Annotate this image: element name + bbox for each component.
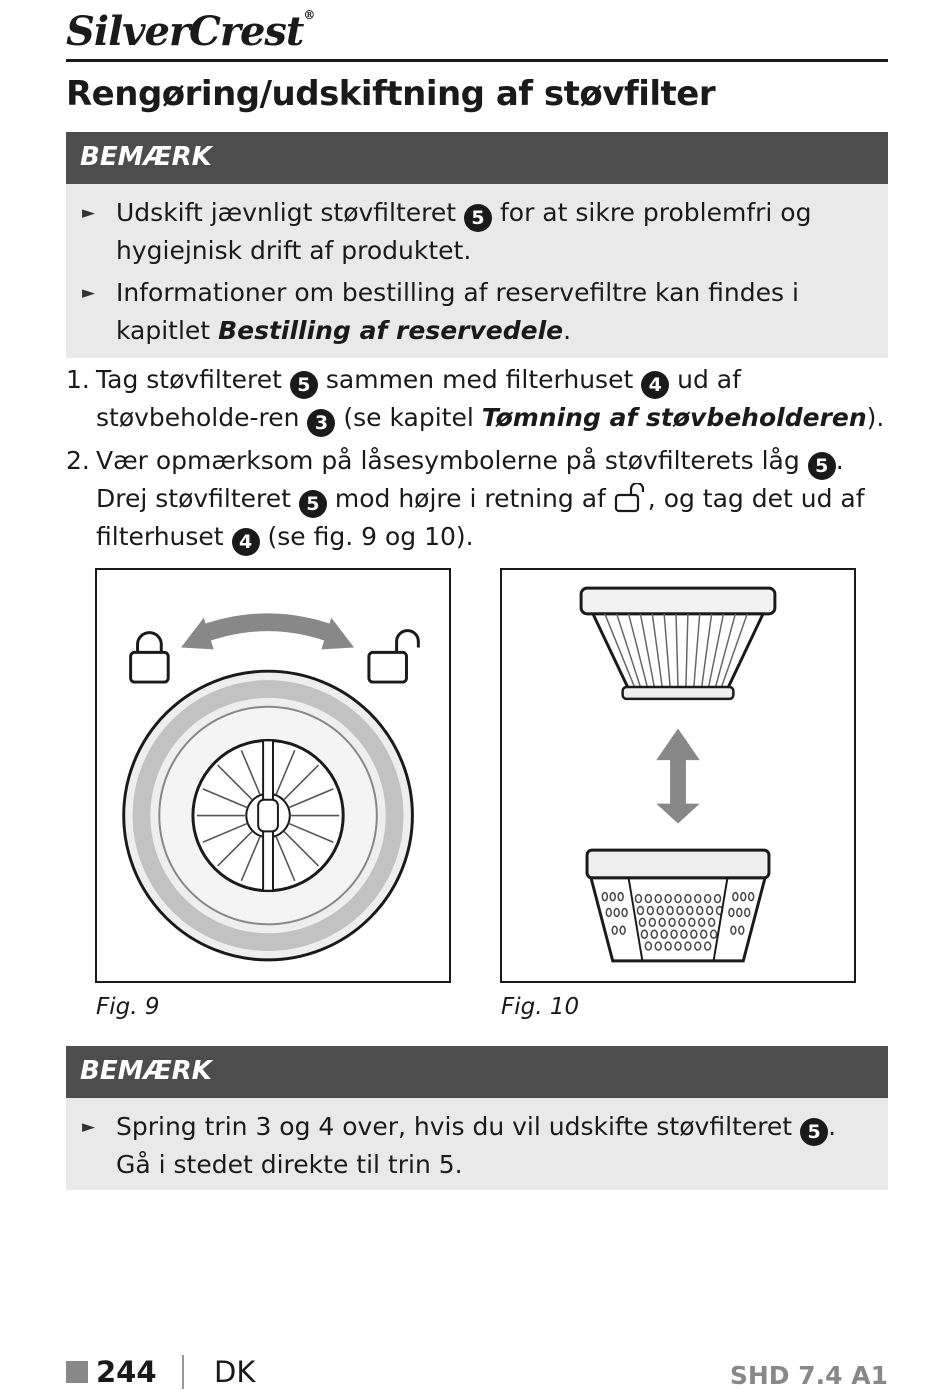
page-number: 244 xyxy=(96,1355,157,1389)
step-number: 1. xyxy=(66,365,90,394)
part-ref-badge: 4 xyxy=(232,528,260,556)
note-item: ► Spring trin 3 og 4 over, hvis du vil udskifte støvfilteret 5 . Gå i stedet direkte til trin 5. xyxy=(80,1108,876,1184)
note-item: ► Informationer om bestilling af reservefiltre kan findes i kapitlet Bestilling af reservedele. xyxy=(80,274,876,350)
arrow-bullet-icon: ► xyxy=(82,1117,96,1137)
figure-caption: Fig. 10 xyxy=(501,994,580,1020)
part-ref-badge: 5 xyxy=(464,204,492,232)
page-title: Rengøring/udskiftning af støvfilter xyxy=(66,74,716,114)
figure-9 xyxy=(95,568,451,983)
filter-separation-illustration xyxy=(502,570,854,981)
part-ref-badge: 5 xyxy=(800,1118,828,1146)
note-heading: BEMÆRK xyxy=(66,1046,888,1098)
note-body xyxy=(66,1098,888,1190)
chapter-reference: Tømning af støvbeholderen xyxy=(481,403,867,432)
figure-10 xyxy=(500,568,856,983)
filter-cone xyxy=(581,588,775,699)
chapter-reference: Bestilling af reservedele xyxy=(218,316,564,345)
arrow-bullet-icon: ► xyxy=(82,203,96,223)
header-rule xyxy=(66,59,888,62)
lock-closed-icon xyxy=(131,633,169,682)
lock-open-icon xyxy=(614,483,648,513)
footer-square-marker xyxy=(66,1361,88,1383)
step-item: 1. Tag støvfilteret 5 sammen med filterhuset 4 ud af støvbeholde-ren 3 (se kapitel Tømning af støvbeholderen). xyxy=(66,361,888,437)
brand-logo: SilverCrest® xyxy=(66,8,315,55)
rotate-arrow-icon xyxy=(181,618,354,650)
arrow-bullet-icon: ► xyxy=(82,283,96,303)
language-code: DK xyxy=(214,1355,256,1389)
model-number: SHD 7.4 A1 xyxy=(729,1361,888,1390)
filter-rotation-illustration xyxy=(97,570,449,981)
part-ref-badge: 5 xyxy=(290,371,318,399)
note-item: ► Udskift jævnligt støvfilteret 5 for at sikre problemfri og hygiejnisk drift af produktet. xyxy=(80,194,876,270)
note-heading: BEMÆRK xyxy=(66,132,888,184)
vertical-double-arrow-icon xyxy=(656,729,700,824)
figure-caption: Fig. 9 xyxy=(96,994,160,1020)
filter-top-view xyxy=(124,671,413,960)
footer-divider xyxy=(182,1355,184,1389)
part-ref-badge: 3 xyxy=(307,409,335,437)
part-ref-badge: 5 xyxy=(808,452,836,480)
step-list xyxy=(66,361,888,561)
part-ref-badge: 5 xyxy=(299,490,327,518)
step-number: 2. xyxy=(66,446,90,475)
lock-open-icon xyxy=(369,631,418,682)
step-item: 2. Vær opmærksom på låsesymbolerne på støvfilterets låg 5 . Drej støvfilteret 5 mod højre i retning af , og tag det ud af filterhuset 4 (se fig. 9 og 10). xyxy=(66,442,888,556)
note-body xyxy=(66,184,888,358)
part-ref-badge: 4 xyxy=(641,371,669,399)
filter-housing xyxy=(587,850,769,961)
